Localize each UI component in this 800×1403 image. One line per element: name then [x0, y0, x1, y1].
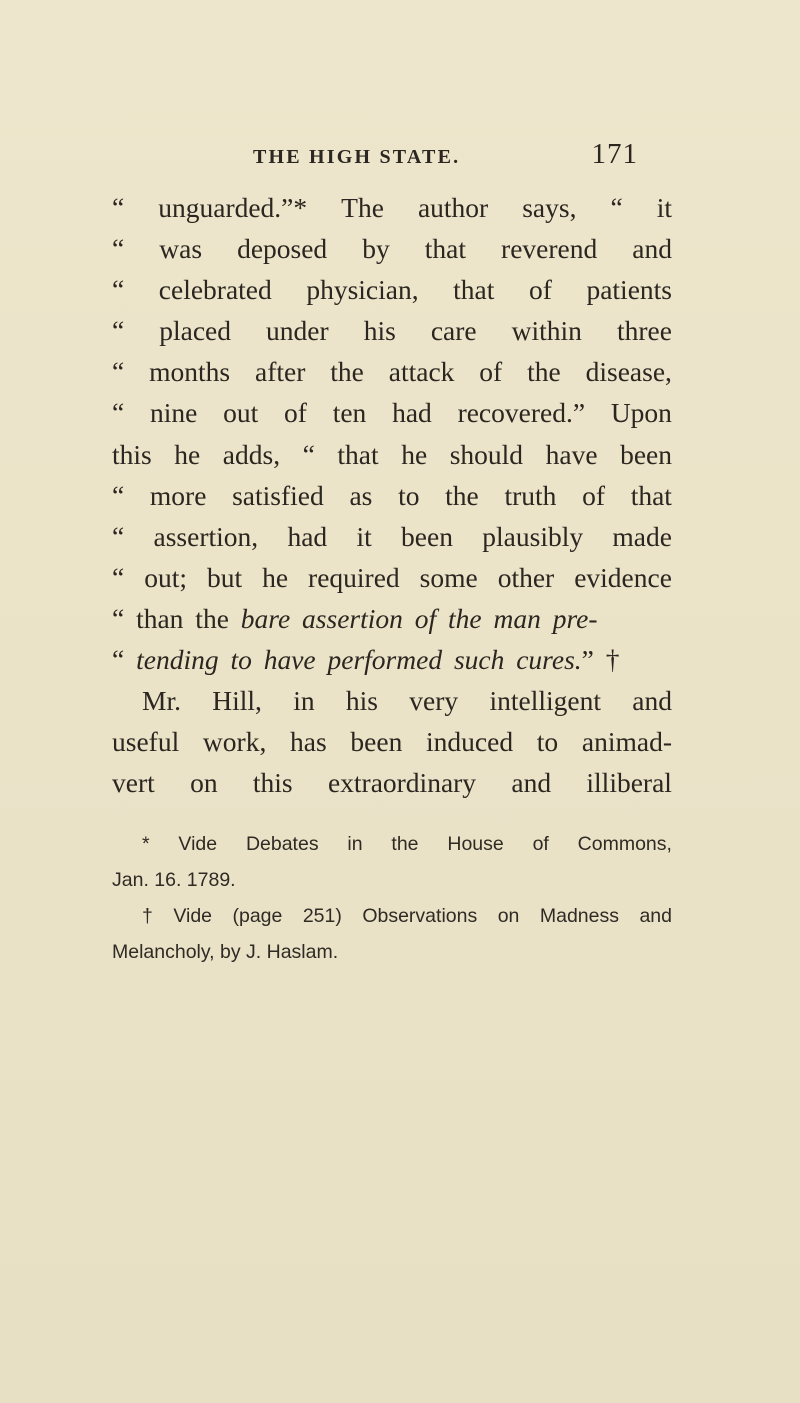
- word: was: [159, 233, 203, 265]
- word: it: [356, 520, 372, 552]
- text-lead: “ than the: [112, 602, 241, 634]
- word: “: [112, 397, 125, 429]
- word: plausibly: [482, 520, 584, 552]
- paragraph-line: [112, 680, 672, 721]
- text-line: [112, 228, 672, 269]
- word: Debates: [245, 833, 319, 855]
- text-line-italic: [112, 639, 672, 680]
- text-line: [112, 187, 672, 228]
- text-line: [112, 269, 672, 310]
- paragraph-line: [112, 721, 672, 762]
- word: this: [252, 767, 293, 799]
- word: his: [363, 315, 396, 347]
- text-line: [112, 434, 672, 475]
- word: to: [536, 726, 559, 758]
- word: had: [287, 520, 328, 552]
- word: “: [112, 233, 125, 265]
- word: and: [511, 767, 552, 799]
- text-line: [112, 557, 672, 598]
- word: should: [449, 438, 524, 470]
- word: evidence: [574, 561, 672, 593]
- word: illiberal: [586, 767, 672, 799]
- italic-phrase: tending to have performed such cures.: [136, 644, 582, 676]
- word: 251): [302, 905, 342, 927]
- word: nine: [149, 397, 198, 429]
- word: but: [206, 561, 243, 593]
- word: (page: [232, 905, 283, 927]
- word: as: [349, 479, 373, 511]
- word: Commons,: [577, 833, 672, 855]
- word: celebrated: [158, 274, 272, 306]
- word: “: [112, 274, 125, 306]
- word: Mr.: [142, 685, 181, 717]
- word: recovered.”: [457, 397, 586, 429]
- word: he: [401, 438, 428, 470]
- word: the: [391, 833, 419, 855]
- word: out: [223, 397, 259, 429]
- word: the: [527, 356, 561, 388]
- footnote-line: [112, 826, 672, 862]
- word: House: [447, 833, 504, 855]
- text-line: [112, 475, 672, 516]
- word: Hill,: [212, 685, 262, 717]
- word: his: [345, 685, 378, 717]
- word: The: [341, 192, 384, 223]
- word: months: [149, 356, 231, 388]
- word: the: [445, 479, 479, 511]
- text-line: [112, 351, 672, 392]
- word: he: [262, 561, 289, 593]
- word: “: [112, 561, 125, 593]
- word: unguarded.”*: [158, 192, 308, 223]
- word: and: [639, 905, 672, 927]
- word: within: [511, 315, 582, 347]
- word: physician,: [306, 274, 419, 306]
- footnotes: [112, 826, 672, 970]
- word: “: [302, 438, 315, 470]
- italic-phrase: bare assertion of the man pre-: [240, 602, 598, 634]
- word: that: [453, 274, 495, 306]
- word: “: [610, 192, 623, 223]
- word: ten: [332, 397, 367, 429]
- text-tail: ” †: [581, 644, 620, 676]
- word: Madness: [539, 905, 619, 927]
- paragraph-line: [112, 762, 672, 803]
- word: says,: [522, 192, 577, 223]
- footnote-line: [112, 898, 672, 934]
- word: intelligent: [489, 685, 601, 717]
- word: assertion,: [153, 520, 259, 552]
- word: required: [308, 561, 400, 593]
- word: and: [632, 685, 672, 717]
- word: three: [616, 315, 672, 347]
- word: that: [337, 438, 379, 470]
- text-line: [112, 392, 672, 433]
- word: Vide: [173, 905, 213, 927]
- word: Vide: [178, 833, 218, 855]
- body-text: [112, 187, 672, 803]
- word: vert: [112, 767, 155, 799]
- footnote-line: Jan. 16. 1789.: [112, 869, 236, 891]
- word: useful: [112, 726, 180, 758]
- word: that: [630, 479, 672, 511]
- text-line: [112, 310, 672, 351]
- word: satisfied: [232, 479, 324, 511]
- word: been: [350, 726, 403, 758]
- word: had: [392, 397, 432, 429]
- word: placed: [159, 315, 232, 347]
- word: in: [347, 833, 363, 855]
- word: made: [612, 520, 672, 552]
- word: on: [497, 905, 520, 927]
- word: of: [284, 397, 307, 429]
- word: extraordinary: [327, 767, 477, 799]
- text-line-italic: [112, 598, 672, 639]
- word: this: [112, 438, 152, 470]
- word: other: [497, 561, 555, 593]
- word: very: [409, 685, 459, 717]
- word: of: [532, 833, 549, 855]
- word: *: [142, 833, 150, 855]
- word: adds,: [222, 438, 281, 470]
- word: the: [330, 356, 364, 388]
- running-title: THE HIGH STATE.: [253, 146, 461, 168]
- word: “: [112, 356, 125, 388]
- word: after: [254, 356, 306, 388]
- word: of: [582, 479, 605, 511]
- word: that: [424, 233, 466, 265]
- word: “: [112, 192, 125, 223]
- word: “: [112, 315, 125, 347]
- word: reverend: [501, 233, 598, 265]
- text-line: [112, 516, 672, 557]
- word: disease,: [585, 356, 672, 388]
- word: of: [528, 274, 552, 306]
- word: work,: [202, 726, 267, 758]
- word: in: [293, 685, 315, 717]
- word: he: [174, 438, 201, 470]
- word: patients: [586, 274, 672, 306]
- word: been: [401, 520, 453, 552]
- word: and: [632, 233, 672, 265]
- word: Upon: [610, 397, 672, 429]
- word: deposed: [237, 233, 328, 265]
- word: truth: [504, 479, 557, 511]
- running-head: [253, 140, 638, 174]
- word: on: [190, 767, 218, 799]
- text-lead: “: [112, 644, 137, 676]
- word: induced: [426, 726, 514, 758]
- word: author: [417, 192, 489, 223]
- word: more: [149, 479, 207, 511]
- word: been: [620, 438, 672, 470]
- word: it: [656, 192, 672, 223]
- word: of: [479, 356, 503, 388]
- word: has: [290, 726, 327, 758]
- word: some: [419, 561, 478, 593]
- page-number: 171: [591, 138, 638, 170]
- word: under: [266, 315, 329, 347]
- word: †: [142, 905, 153, 927]
- word: attack: [388, 356, 455, 388]
- word: to: [398, 479, 420, 511]
- word: Observations: [362, 905, 478, 927]
- word: animad-: [581, 726, 672, 758]
- footnote-line: Melancholy, by J. Haslam.: [112, 941, 339, 963]
- word: “: [112, 479, 125, 511]
- word: care: [430, 315, 477, 347]
- word: by: [362, 233, 390, 265]
- word: have: [545, 438, 598, 470]
- word: “: [112, 520, 125, 552]
- word: out;: [144, 561, 187, 593]
